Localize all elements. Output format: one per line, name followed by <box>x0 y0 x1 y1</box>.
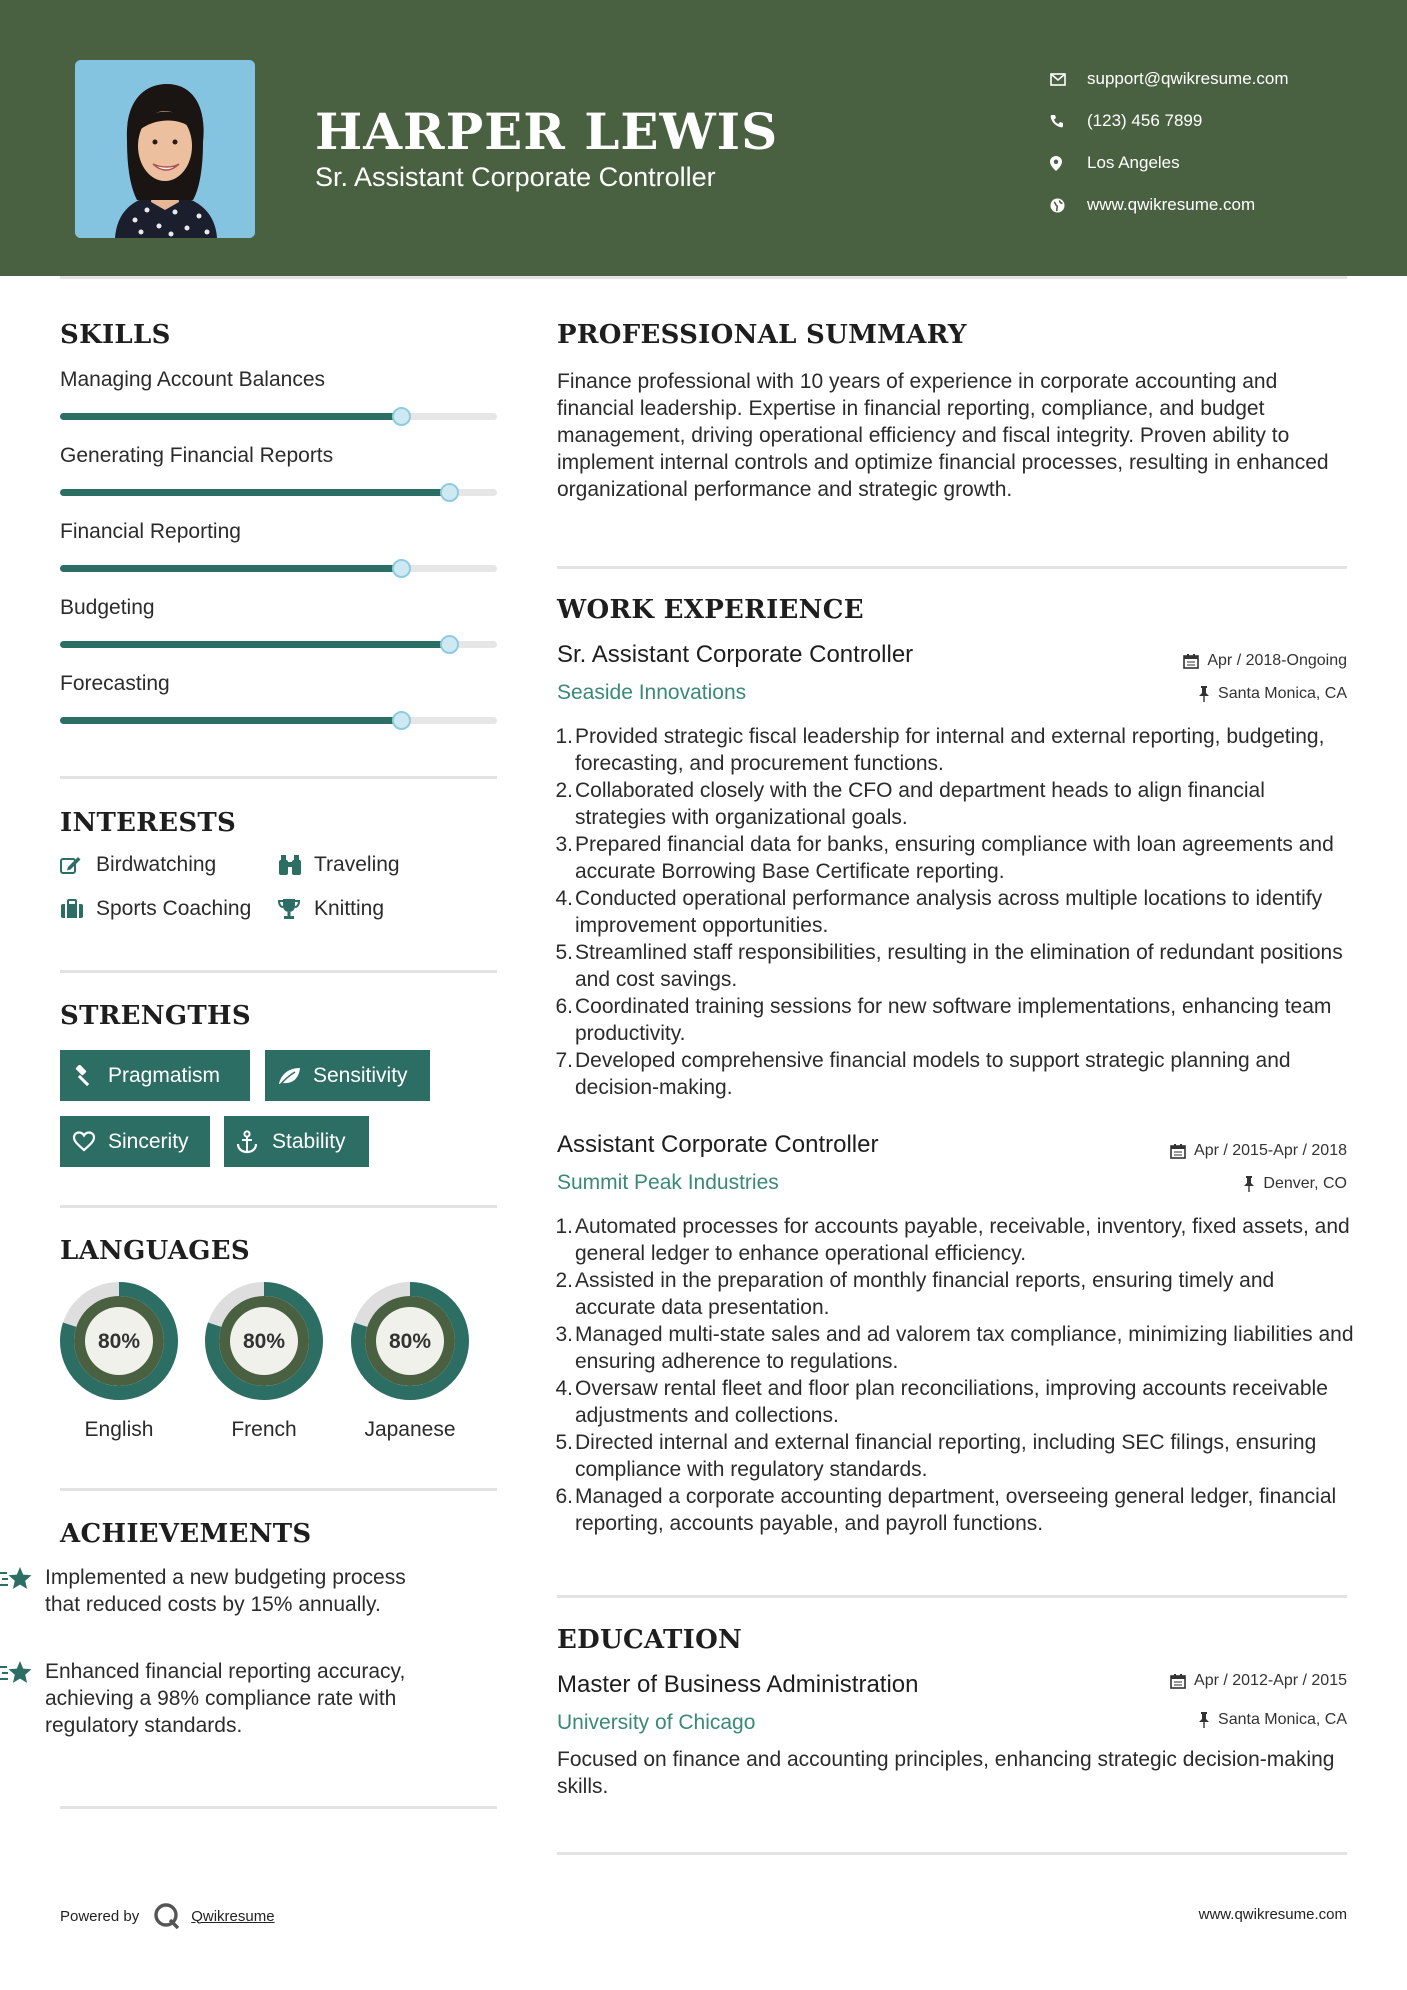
education-description: Focused on finance and accounting principles, enhancing strategic decision-making skills. <box>557 1748 1335 1798</box>
pushpin-icon <box>1198 1712 1210 1728</box>
leaf-icon <box>277 1066 313 1086</box>
language-percent: 80% <box>388 1330 432 1353</box>
list-item: 3. Prepared financial data for banks, ensuring compliance with loan agreements and accurate Borrowing Base Certificate reporting. <box>555 833 1334 883</box>
list-item: 5. Streamlined staff responsibilities, resulting in the elimination of redundant positions and cost savings. <box>555 941 1343 991</box>
skill-item <box>60 396 497 472</box>
skill-name: Financial Reporting <box>60 520 241 543</box>
phone-icon <box>1050 114 1087 128</box>
job-responsibilities <box>557 723 1357 1101</box>
skill-bar-knob <box>392 711 411 730</box>
skill-item <box>60 548 497 624</box>
calendar-icon <box>1170 1673 1186 1689</box>
map-pin-icon <box>1050 156 1087 171</box>
list-item: 2. Assisted in the preparation of monthly financial reports, ensuring timely and accurate data presentation. <box>555 1269 1275 1319</box>
list-item: 2. Collaborated closely with the CFO and department heads to align financial strategies with organizational goals. <box>555 779 1265 829</box>
achievements-heading: ACHIEVEMENTS <box>60 1519 312 1549</box>
skill-item <box>60 624 497 700</box>
job-dates <box>1170 1142 1347 1160</box>
strength-badge <box>60 1050 250 1101</box>
qwikresume-link[interactable]: Qwikresume <box>191 1907 275 1925</box>
achievement-text: Enhanced financial reporting accuracy, achieving a 98% compliance rate with regulatory standards. <box>45 1660 406 1737</box>
strength-label: Pragmatism <box>108 1063 221 1087</box>
list-item: 7. Developed comprehensive financial models to support strategic planning and decision-making. <box>555 1049 1291 1099</box>
trophy-icon <box>278 898 314 920</box>
interest-item <box>60 853 216 877</box>
language-name: French <box>231 1418 297 1441</box>
skill-name: Managing Account Balances <box>60 368 326 391</box>
interest-label: Knitting <box>314 897 385 920</box>
section-divider <box>60 1488 497 1491</box>
calendar-icon <box>1183 653 1199 669</box>
language-name: Japanese <box>364 1418 456 1441</box>
star-achievement-icon <box>0 1660 34 1693</box>
skill-name: Budgeting <box>60 596 155 619</box>
achievement-text: Implemented a new budgeting process that reduced costs by 15% annually. <box>45 1566 406 1616</box>
section-divider <box>557 566 1347 569</box>
gavel-icon <box>72 1065 108 1087</box>
job-dates-text: Apr / 2015-Apr / 2018 <box>1194 1142 1347 1159</box>
education-degree: Master of Business Administration <box>557 1671 919 1698</box>
section-divider <box>557 1852 1347 1855</box>
skills-list <box>60 320 497 740</box>
language-item <box>58 1280 180 1450</box>
skill-item <box>60 320 497 396</box>
list-item: 1. Provided strategic fiscal leadership for internal and external reporting, budgeting, forecasting, and procurement functions. <box>555 725 1325 775</box>
job-dates-text: Apr / 2018-Ongoing <box>1207 652 1347 669</box>
pushpin-icon <box>1243 1176 1255 1192</box>
list-item: 5. Directed internal and external financial reporting, including SEC filings, ensuring compliance with regulatory standards. <box>555 1431 1317 1481</box>
star-achievement-icon <box>0 1566 34 1599</box>
binoculars-icon <box>278 854 314 876</box>
list-item: 6. Coordinated training sessions for new software implementations, enhancing team productivity. <box>555 995 1332 1045</box>
language-donut <box>349 1280 471 1402</box>
education-dates <box>1170 1672 1347 1690</box>
section-divider <box>60 1205 497 1208</box>
list-item: 4. Conducted operational performance analysis across multiple locations to identify improvement opportunities. <box>555 887 1323 937</box>
job-location <box>1243 1175 1347 1193</box>
interest-item <box>278 853 400 877</box>
language-name: English <box>84 1418 154 1441</box>
skill-item <box>60 472 497 548</box>
envelope-icon <box>1050 73 1087 86</box>
section-divider <box>60 970 497 973</box>
job-location <box>1198 685 1347 703</box>
candidate-name: HARPER LEWIS <box>315 102 779 161</box>
contact-website-text: www.qwikresume.com <box>1087 195 1256 214</box>
job-dates <box>1183 652 1347 670</box>
achievement-item <box>0 1658 437 1768</box>
language-donut <box>58 1280 180 1402</box>
skill-bar-fill <box>60 717 401 724</box>
skill-bar <box>60 717 497 724</box>
strength-label: Sincerity <box>108 1129 189 1153</box>
summary-heading: PROFESSIONAL SUMMARY <box>557 320 967 350</box>
education-heading: EDUCATION <box>557 1625 743 1655</box>
contact-location <box>1050 142 1380 184</box>
job-responsibilities <box>557 1213 1357 1537</box>
education-school: University of Chicago <box>557 1711 756 1734</box>
contact-email[interactable] <box>1050 58 1380 100</box>
globe-icon <box>1050 198 1087 213</box>
strength-badge <box>265 1050 430 1101</box>
candidate-title: Sr. Assistant Corporate Controller <box>315 162 716 192</box>
briefcase-icon <box>60 899 96 919</box>
section-divider <box>557 1595 1347 1598</box>
footer-website[interactable]: www.qwikresume.com <box>1198 1906 1347 1923</box>
strengths-heading: STRENGTHS <box>60 1001 251 1031</box>
languages-heading: LANGUAGES <box>60 1236 250 1266</box>
skill-name: Generating Financial Reports <box>60 444 334 467</box>
language-item <box>203 1280 325 1450</box>
qwikresume-logo-icon <box>153 1902 181 1930</box>
skill-name: Forecasting <box>60 672 170 695</box>
contact-list <box>1050 58 1380 226</box>
summary-text: Finance professional with 10 years of experience in corporate accounting and financial leadership. Expertise in financial reporting, compliance, and budget management, driving operational efficiency and fiscal integrity. Proven ability to implement internal controls and optimize financial processes, resulting in enhanced organizational performance and strategic growth. <box>557 370 1329 501</box>
section-divider <box>60 776 497 779</box>
job-title: Assistant Corporate Controller <box>557 1131 879 1158</box>
powered-by-text: Powered by <box>60 1907 140 1925</box>
education-location-text: Santa Monica, CA <box>1218 1711 1347 1728</box>
job-company: Seaside Innovations <box>557 681 747 704</box>
interests-heading: INTERESTS <box>60 808 237 838</box>
interest-label: Traveling <box>314 853 400 876</box>
contact-location-text: Los Angeles <box>1087 153 1180 172</box>
job-company: Summit Peak Industries <box>557 1171 779 1194</box>
footer-powered-by <box>60 1902 275 1930</box>
pushpin-icon <box>1198 686 1210 702</box>
interest-label: Sports Coaching <box>96 897 252 920</box>
contact-phone[interactable] <box>1050 100 1380 142</box>
interest-item <box>60 897 251 921</box>
list-item: 4. Oversaw rental fleet and floor plan reconciliations, improving accounts receivable adjustments and collections. <box>555 1377 1328 1427</box>
contact-email-text: support@qwikresume.com <box>1087 69 1289 88</box>
job-location-text: Denver, CO <box>1263 1175 1347 1192</box>
strength-label: Stability <box>272 1129 346 1153</box>
experience-heading: WORK EXPERIENCE <box>557 595 864 625</box>
language-donut <box>203 1280 325 1402</box>
job-title: Sr. Assistant Corporate Controller <box>557 641 914 668</box>
achievement-item <box>0 1564 437 1649</box>
header-divider <box>60 276 1347 279</box>
edit-icon <box>60 855 96 875</box>
education-dates-text: Apr / 2012-Apr / 2015 <box>1194 1672 1347 1689</box>
profile-photo <box>75 60 255 238</box>
interest-label: Birdwatching <box>96 853 217 876</box>
interest-item <box>278 897 384 921</box>
list-item: 3. Managed multi-state sales and ad valorem tax compliance, minimizing liabilities and ensuring adherence to regulations. <box>555 1323 1354 1373</box>
calendar-icon <box>1170 1143 1186 1159</box>
list-item: 1. Automated processes for accounts payable, receivable, inventory, fixed assets, and general ledger to enhance operational efficiency. <box>555 1215 1350 1265</box>
strength-label: Sensitivity <box>313 1063 408 1087</box>
resume-header <box>0 0 1407 276</box>
section-divider <box>60 1806 497 1809</box>
contact-phone-text: (123) 456 7899 <box>1087 111 1203 130</box>
anchor-icon <box>236 1130 272 1154</box>
language-percent: 80% <box>97 1330 141 1353</box>
language-item <box>349 1280 471 1450</box>
heart-icon <box>72 1131 108 1152</box>
list-item: 6. Managed a corporate accounting department, overseeing general ledger, financial reporting, accounts payable, and payroll functions. <box>555 1485 1337 1535</box>
skills-heading: SKILLS <box>60 320 171 350</box>
education-location <box>1198 1711 1347 1729</box>
language-percent: 80% <box>242 1330 286 1353</box>
contact-website[interactable] <box>1050 184 1380 226</box>
job-location-text: Santa Monica, CA <box>1218 685 1347 702</box>
strength-badge <box>224 1116 369 1167</box>
strength-badge <box>60 1116 210 1167</box>
